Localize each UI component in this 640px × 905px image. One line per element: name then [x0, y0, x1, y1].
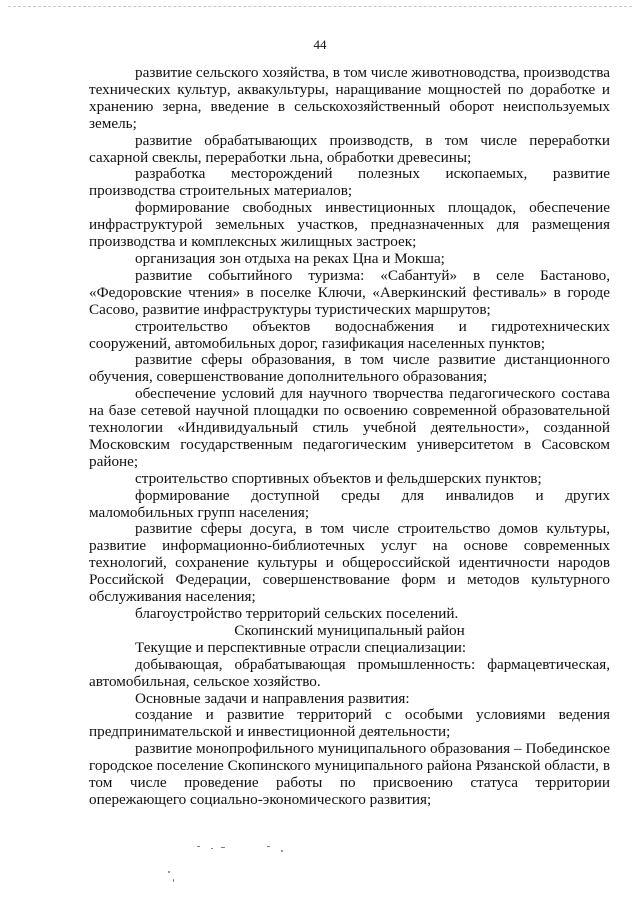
paragraph-manufacturing: развитие обрабатывающих производств, в том числе переработки сахарной свеклы, переработки льна, обработки древесины; [89, 131, 610, 166]
section-title: Скопинский муниципальный район [234, 621, 465, 639]
paragraph-recreation-zones: организация зон отдыха на реках Цна и Мокша; [135, 249, 445, 267]
paragraph-education: развитие сферы образования, в том числе развитие дистанционного обучения, совершенствование дополнительного образования; [89, 351, 610, 386]
scan-speck [281, 850, 283, 852]
paragraph-improvement: благоустройство территорий сельских поселений. [135, 605, 459, 622]
paragraph-mineral-resources: разработка месторождений полезных ископаемых, развитие производства строительных материалов; [89, 165, 610, 200]
tasks-label: Основные задачи и направления развития: [135, 689, 410, 707]
paragraph-event-tourism: развитие событийного туризма: «Сабантуй» в селе Бастаново, «Федоровские чтения» в поселке Ключи, «Аверкинский фестиваль» в городе Сасово, развитие инфраструктуры туристических маршрутов; [89, 266, 610, 318]
scan-speck [221, 847, 225, 848]
specialization-label: Текущие и перспективные отрасли специализации: [135, 638, 467, 656]
specialization-text: добывающая, обрабатывающая промышленность: фармацевтическая, автомобильная, сельское хозяйство. [89, 655, 610, 690]
scan-speck [197, 846, 200, 847]
scan-speck [267, 846, 270, 847]
task-monotown-development: развитие монопрофильного муниципального образования – Побединское городское поселение Скопинского муниципального района Рязанской области, в том числе проведение работы по присвоению статуса территории опережающего социально-экономического развития; [89, 740, 610, 808]
scan-noise [165, 840, 325, 890]
paragraph-sports-medical: строительство спортивных объектов и фельдшерских пунктов; [135, 469, 542, 487]
scan-edge-line [8, 6, 632, 7]
paragraph-investment-sites: формирование свободных инвестиционных площадок, обеспечение инфраструктурой земельных участков, предназначенных для размещения производства и комплексных жилищных застроек; [89, 199, 610, 251]
paragraph-accessible-environment: формирование доступной среды для инвалидов и других маломобильных групп населения; [89, 486, 610, 521]
scan-speck [173, 879, 174, 882]
scan-speck [168, 871, 170, 873]
paragraph-scientific-creativity: обеспечение условий для научного творчества педагогического состава на базе сетевой научной площадки по освоению современной образовательной технологии «Индивидуальный стиль учебной деятельности», созданной Московским государственным педагогическим университетом в Сасовском районе; [89, 385, 610, 470]
paragraph-culture-leisure: развитие сферы досуга, в том числе строительство домов культуры, развитие информационно-библиотечных услуг на основе современных технологий, сохранение культуры и общероссийской идентичности народов Российской Федерации, совершенствование форм и методов культурного обслуживания населения; [89, 520, 610, 606]
task-special-territories: создание и развитие территорий с особыми условиями ведения предпринимательской и инвестиционной деятельности; [89, 706, 610, 741]
page-number: 44 [313, 37, 327, 52]
scan-speck [211, 848, 213, 849]
paragraph-agriculture: развитие сельского хозяйства, в том числе животноводства, производства технических культур, аквакультуры, наращивание мощностей по доработке и хранению зерна, введение в сельскохозяйственный оборот неиспользуемых земель; [89, 64, 610, 132]
document-body [89, 65, 610, 809]
paragraph-infrastructure: строительство объектов водоснабжения и гидротехнических сооружений, автомобильных дорог, газификация населенных пунктов; [89, 317, 610, 352]
